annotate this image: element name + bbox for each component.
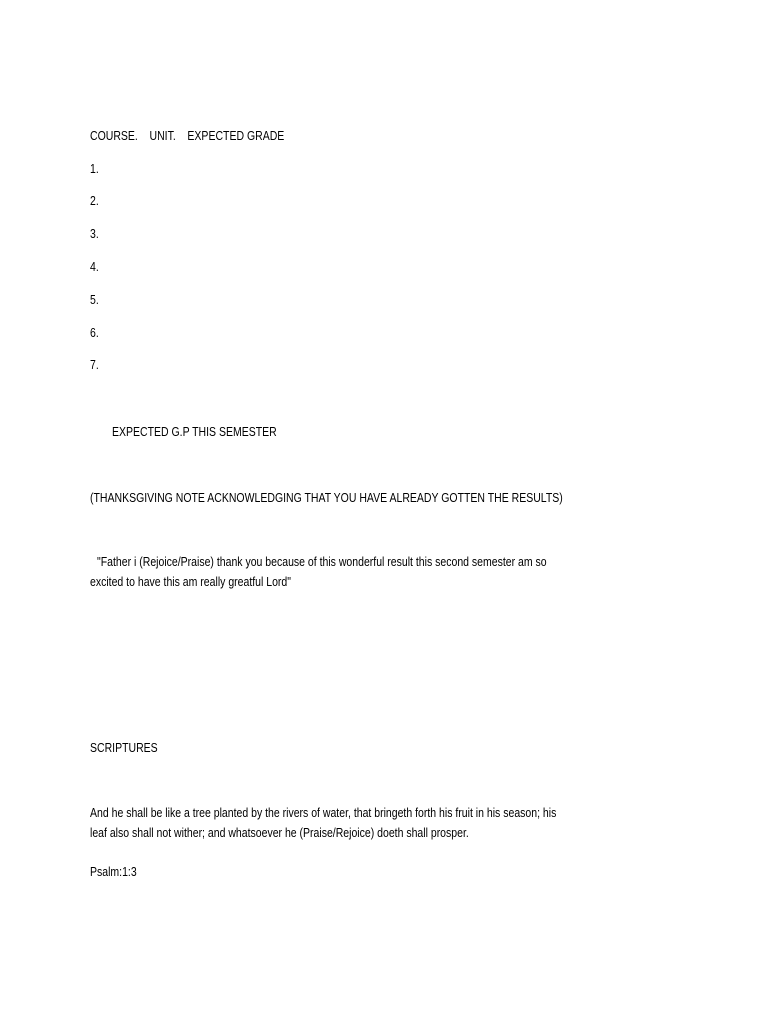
thanksgiving-note [97,552,668,572]
scripture-reference: Psalm:1:3 [90,865,137,879]
list-item: 2. [90,194,99,208]
scriptures-heading: SCRIPTURES [90,741,158,755]
expected-gp-label: EXPECTED G.P THIS SEMESTER [112,425,277,439]
list-item: 5. [90,293,99,307]
list-item: 6. [90,326,99,340]
scripture-text-line: leaf also shall not wither; and whatsoever he (Praise/Rejoice) doeth shall prosper. [90,826,469,840]
thanksgiving-heading: (THANKSGIVING NOTE ACKNOWLEDGING THAT YOU HAVE ALREADY GOTTEN THE RESULTS) [90,491,563,505]
list-item: 4. [90,260,99,274]
thanksgiving-note-continued [90,572,661,592]
scripture-text-line: And he shall be like a tree planted by the rivers of water, that bringeth forth his fruit in his season; his [90,806,557,820]
list-item: 7. [90,358,99,372]
list-item: 1. [90,162,99,176]
course-table-header: COURSE. UNIT. EXPECTED GRADE [90,129,285,143]
scripture-text [90,803,661,843]
thanksgiving-note-line: "Father i (Rejoice/Praise) thank you because of this wonderful result this second semester am so [97,555,547,569]
list-item: 3. [90,227,99,241]
thanksgiving-note-line: excited to have this am really greatful Lord" [90,575,292,589]
